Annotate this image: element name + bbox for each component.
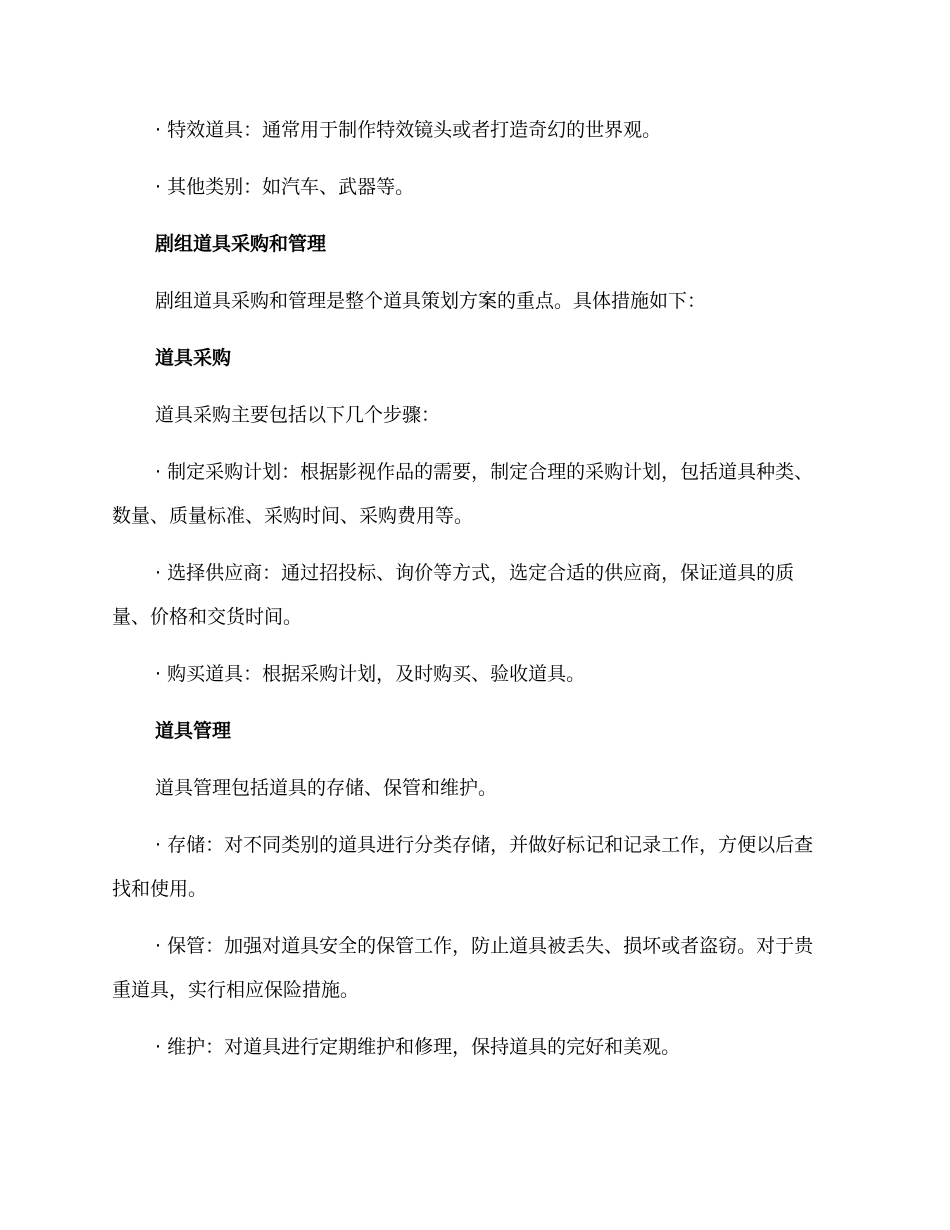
heading-props-procurement: 道具采购 bbox=[155, 347, 232, 369]
paragraph-procurement-intro: 剧组道具采购和管理是整个道具策划方案的重点。具体措施如下： bbox=[155, 290, 707, 312]
bullet-purchase-props: · 购买道具：根据采购计划，及时购买、验收道具。 bbox=[155, 663, 586, 685]
bullet-procurement-plan: · 制定采购计划：根据影视作品的需要，制定合理的采购计划，包括道具种类、数量、质量标准、采购时间、采购费用等。 bbox=[112, 461, 814, 527]
bullet-safekeeping: · 保管：加强对道具安全的保管工作，防止道具被丢失、损坏或者盗窃。对于贵重道具，实行相应保险措施。 bbox=[112, 935, 814, 1001]
bullet-special-effects-props: · 特效道具：通常用于制作特效镜头或者打造奇幻的世界观。 bbox=[155, 119, 662, 141]
paragraph-management-intro: 道具管理包括道具的存储、保管和维护。 bbox=[155, 777, 498, 799]
paragraph-procurement-steps: 道具采购主要包括以下几个步骤： bbox=[155, 404, 441, 426]
heading-props-management: 道具管理 bbox=[155, 720, 232, 742]
bullet-maintenance: · 维护：对道具进行定期维护和修理，保持道具的完好和美观。 bbox=[155, 1036, 681, 1058]
bullet-storage: · 存储：对不同类别的道具进行分类存储，并做好标记和记录工作，方便以后查找和使用。 bbox=[112, 834, 814, 900]
document-body bbox=[112, 108, 822, 1082]
bullet-select-supplier: · 选择供应商：通过招投标、询价等方式，选定合适的供应商，保证道具的质量、价格和交货时间。 bbox=[112, 562, 795, 628]
heading-procurement-and-management: 剧组道具采购和管理 bbox=[155, 233, 327, 255]
bullet-other-categories: · 其他类别：如汽车、武器等。 bbox=[155, 176, 415, 198]
